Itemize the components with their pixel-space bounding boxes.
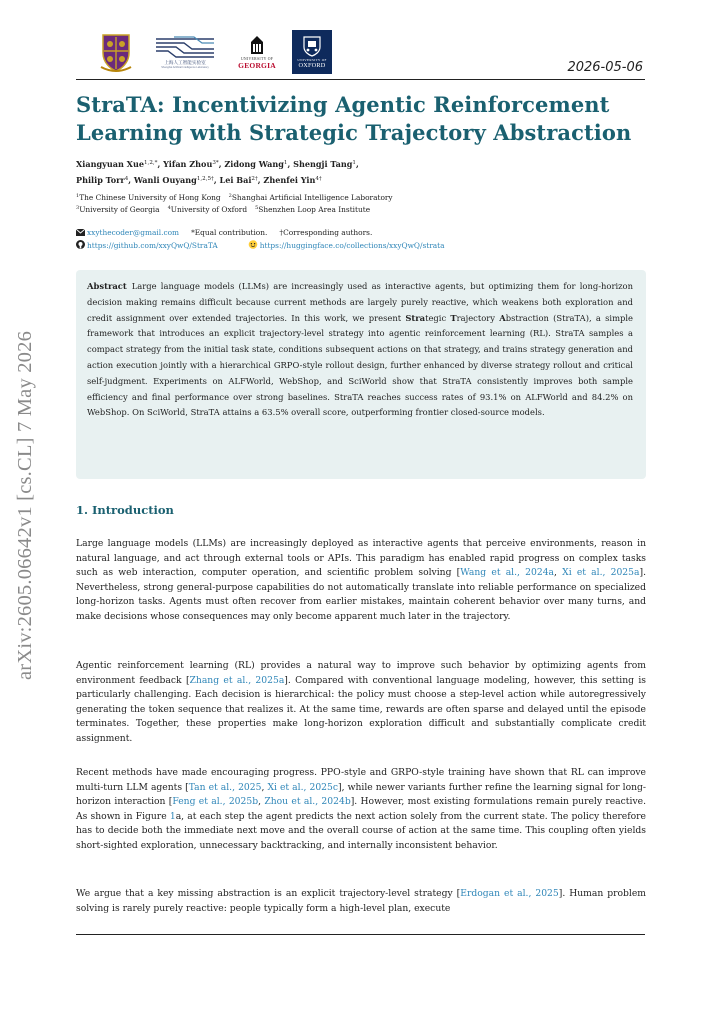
abstract-text	[87, 279, 633, 421]
abstract-part: Large language models (LLMs) are increasingly used as interactive agents, but optimizing them for long-horizon decision making remains difficult because current methods are largely purely reactive, which weakens both exploration and credit assignment over extended trajectories. In this work, we present	[87, 281, 633, 323]
text-run: We argue that a key missing abstraction is an explicit trajectory-level strategy [	[76, 888, 461, 899]
author-sup: 1	[283, 160, 288, 166]
institution-logos	[98, 30, 332, 74]
author-sup: 2†	[251, 176, 258, 182]
github-icon	[76, 240, 85, 253]
citation-link[interactable]: Xi et al., 2025c	[267, 781, 339, 793]
uga-arch-icon	[250, 35, 264, 55]
intro-paragraph-4	[76, 887, 646, 916]
author-list: Xiangyuan Xue$^{1,2,*}$, Yifan Zhou$^{3*}$, Zidong Wang$^1$, Shengji Tang$^1$, Philip Torr$^4$, Wanli Ouyang$^{1,2,5\dagger}$, Lei Bai$^{2\dagger}$, Zhenfei Yin$^{4\dagger}$	[76, 159, 359, 185]
cuhk-crest-icon	[99, 31, 133, 73]
text-run: a, at each step the agent predicts the next action solely from the current state. The policy therefore has to decide both the immediate next move and the overall course of action at the same time. This coupling often yields short-sighted exploration, unnecessary backtracking, and internally inconsistent behavior.	[76, 810, 646, 851]
affil-sup: 3	[76, 205, 80, 211]
affiliation: The Chinese University of Hong Kong	[79, 193, 221, 202]
author-sup: 4†	[315, 176, 322, 182]
affiliations	[76, 191, 656, 215]
intro-paragraph-2	[76, 659, 646, 747]
text-run: ]. However, most existing formulations remain purely reactive. As shown in Figure	[76, 796, 646, 822]
cuhk-logo	[98, 31, 134, 73]
author-sup: 1,2,*	[144, 160, 158, 166]
section-heading: 1. Introduction	[76, 503, 174, 517]
figure-link[interactable]: 1	[169, 810, 176, 822]
text-run: ], while newer variants further refine the learning signal for long-horizon interaction [	[76, 781, 647, 808]
citation-link[interactable]: Tan et al., 2025	[188, 781, 262, 793]
affiliation: Shanghai Artificial Intelligence Laboratory	[231, 193, 393, 202]
uga-line1: UNIVERSITY OF	[240, 56, 274, 61]
shanghai-lab-name-cn: 上海人工智能实验室	[164, 60, 206, 65]
equal-contribution-note: *Equal contribution.	[191, 228, 268, 237]
oxford-crest-icon	[302, 35, 322, 57]
shanghai-lab-name-en: Shanghai Artificial Intelligence Laboratory	[161, 66, 209, 69]
oxford-line1: UNIVERSITY OF	[297, 58, 327, 62]
citation-link[interactable]: Zhang et al., 2025a	[189, 674, 285, 686]
affil-sup: 4	[167, 205, 171, 211]
oxford-logo	[292, 30, 332, 74]
author-name: Xiangyuan Xue	[76, 159, 144, 169]
affiliation: University of Georgia	[79, 205, 160, 214]
author-sup: 4	[124, 176, 129, 182]
abstract-label: Abstract	[87, 281, 127, 291]
author-name: Zhenfei Yin	[263, 175, 316, 185]
text-run: Agentic reinforcement learning (RL) provides a natural way to improve such behavior by optimizing agents from environment feedback [	[76, 660, 646, 686]
citation-link[interactable]: Erdogan et al., 2025	[460, 888, 559, 899]
affil-sup: 2	[228, 193, 232, 199]
shanghai-ai-lab-mark-icon	[154, 35, 216, 59]
oxford-line2: OXFORD	[298, 62, 326, 69]
text-run: Recent methods have made encouraging progress. PPO-style and GRPO-style training have shown that RL can improve multi-turn LLM agents [	[76, 767, 646, 793]
author-sup: 1,2,5†	[196, 176, 214, 182]
citation-link[interactable]: Wang et al., 2024a	[460, 567, 555, 579]
affiliation: Shenzhen Loop Area Institute	[258, 205, 371, 214]
citation-link[interactable]: Zhou et al., 2024b	[264, 796, 351, 808]
author-name: Wanli Ouyang	[133, 175, 197, 185]
affil-sup: 5	[255, 205, 259, 211]
email-link[interactable]: xxythecoder@gmail.com	[87, 228, 180, 237]
publication-date: 2026-05-06	[567, 60, 643, 75]
author-sup: 3*	[212, 160, 219, 166]
abstract-name-bold: T	[450, 312, 457, 323]
intro-paragraph-1: Large language models (LLMs) are increasingly deployed as interactive agents that perceive environments, reason in natural language, and act through external tools or APIs. This paradigm has enabled rapid progress on complex tasks such as web interaction, computer operation, and scientific problem solving [Wang et al., 2024a, Xi et al., 2025a]. Nevertheless, strong general-purpose capabilities do not automatically translate into reliable performance on specialized long-horizon tasks. Agents must often recover from earlier mistakes, maintain coherent behavior over many turns, and make decisions whose consequences may only become apparent much later in the trajectory.	[76, 538, 646, 622]
abstract-part: (StraTA), a simple framework that introduces an explicit trajectory-level strategy into agentic reinforcement learning (RL). StraTA samples a compact strategy from the initial task state, conditions subsequent actions on that strategy, and trains strategy generation and action execution jointly with a hierarchical GRPO-style rollout design, further enhanced by diverse strategy rollout and critical self-judgment. Experiments on ALFWorld, WebShop, and SciWorld show that StraTA consistently improves both sample efficiency and final performance over strong baselines. StraTA reaches success rates of 93.1% on ALFWorld and 84.2% on WebShop. On SciWorld, StraTA attains a 63.5% overall score, outperforming frontier closed-source models.	[87, 312, 634, 418]
header-rule	[76, 79, 645, 80]
abstract-name-plain: bstraction	[505, 312, 549, 323]
citation-link[interactable]: Feng et al., 2025b	[172, 796, 259, 808]
abstract-name-plain: tegic	[425, 312, 451, 323]
email-icon	[76, 228, 85, 240]
uga-logo	[236, 31, 278, 73]
text-run: ]. Compared with conventional language modeling, however, this setting is particularly challenging. Each decision is hierarchical: the policy must choose a step-level action while autoregressively generating the token sequence that realizes it. At the same time, rewards are often sparse and delayed until the episode terminates. Together, these properties make long-horizon exploration difficult and substantially complicate credit assignment.	[76, 674, 646, 744]
shanghai-ai-lab-logo	[148, 31, 222, 73]
author-name: Shengji Tang	[293, 159, 353, 169]
text-run: ]. Human problem solving is rarely purely reactive: people typically form a high-level plan, execute	[76, 888, 647, 914]
contact-info	[76, 227, 656, 252]
citation-link[interactable]: Xi et al., 2025a	[562, 567, 640, 579]
affiliation: University of Oxford	[170, 205, 248, 214]
huggingface-icon	[248, 240, 258, 253]
author-name: Philip Torr	[76, 175, 125, 185]
text-run: ]. Nevertheless, strong general-purpose capabilities do not automatically translate into reliable performance on specialized long-horizon tasks. Agents must often recover from earlier mistakes, maintain coherent behavior over many turns, and make decisions whose consequences may only become apparent much later in the trajectory.	[76, 567, 646, 622]
author-name: Lei Bai	[219, 175, 252, 185]
huggingface-link[interactable]: https://huggingface.co/collections/xxyQwQ/strata	[259, 240, 445, 250]
abstract-box	[76, 270, 646, 479]
footer-rule	[76, 934, 645, 935]
intro-paragraph-3: Recent methods have made encouraging progress. PPO-style and GRPO-style training have shown that RL can improve multi-turn LLM agents [Tan et al., 2025, Xi et al., 2025c], while newer variants further refine the learning signal for long-horizon interaction [Feng et al., 2025b, Zhou et al., 2024b]. However, most existing formulations remain purely reactive. As shown in Figure 1a, at each step the agent predicts the next action solely from the current state. The policy therefore has to decide both the immediate next move and the overall course of action at the same time. This coupling often yields short-sighted exploration, unnecessary backtracking, and internally inconsistent behavior.	[76, 767, 647, 851]
arxiv-identifier[interactable]: arXiv:2605.06642v1 [cs.CL] 7 May 2026	[14, 330, 36, 680]
author-sup: 1	[352, 160, 356, 166]
uga-line2: GEORGIA	[238, 60, 276, 70]
author-name: Yifan Zhou	[163, 159, 213, 169]
paper-title: StraTA: Incentivizing Agentic Reinforcement Learning with Strategic Trajectory Abstraction	[76, 92, 632, 145]
text-run: Large language models (LLMs) are increasingly deployed as interactive agents that perceive environments, reason in natural language, and act through external tools or APIs. This paradigm has enabled rapid progress on complex tasks such as web interaction, computer operation, and scientific problem solving [	[76, 538, 646, 579]
abstract-name-plain: rajectory	[456, 312, 500, 323]
github-link[interactable]: https://github.com/xxyQwQ/StraTA	[87, 240, 218, 250]
affil-sup: 1	[76, 193, 80, 199]
author-name: Zidong Wang	[224, 159, 284, 169]
abstract-name-bold: Stra	[405, 312, 426, 323]
abstract-name-bold: A	[499, 312, 506, 323]
corresponding-note: †Corresponding authors.	[279, 228, 373, 237]
